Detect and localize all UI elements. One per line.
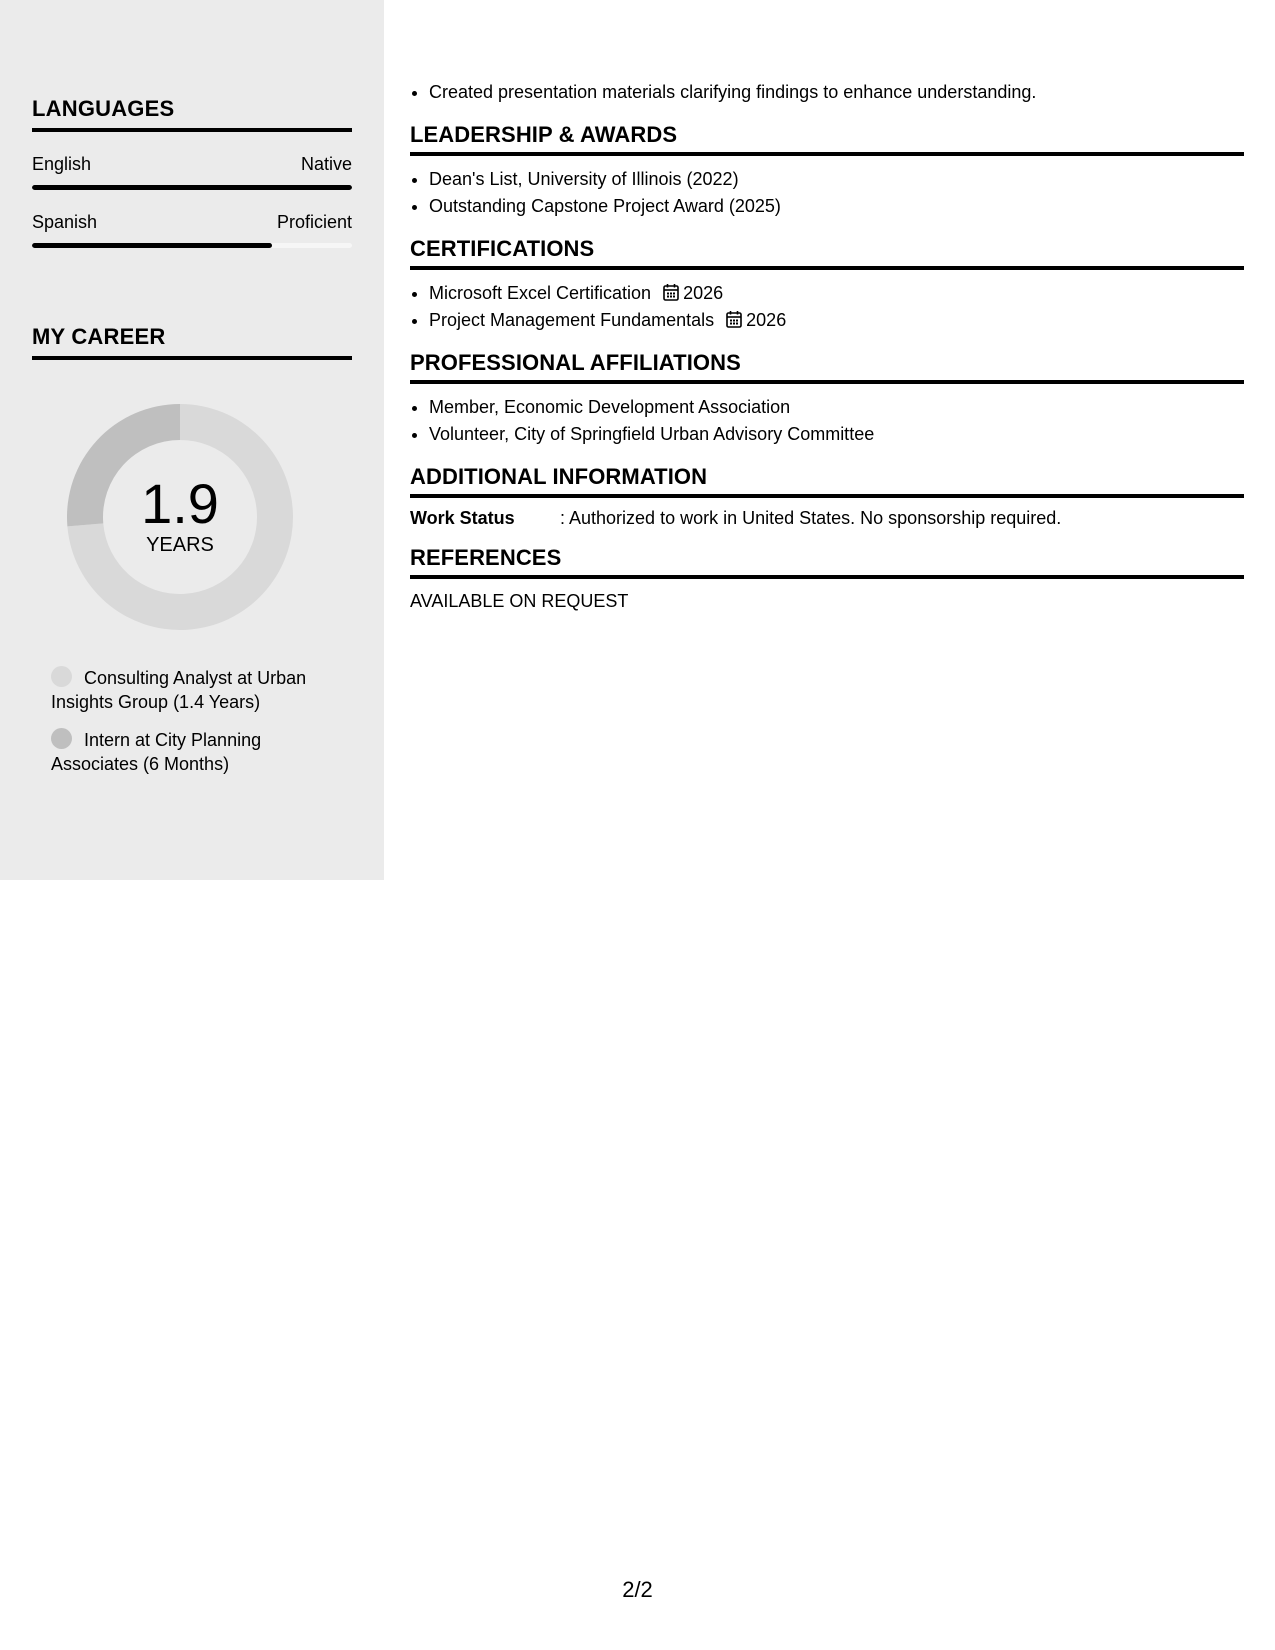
list-item bbox=[429, 307, 1244, 334]
legend-dot bbox=[51, 728, 72, 749]
language-name: Spanish bbox=[32, 212, 98, 232]
calendar-icon bbox=[726, 310, 742, 328]
language-level: Proficient bbox=[276, 212, 352, 232]
donut-center bbox=[67, 472, 293, 557]
list-item: • Created presentation materials clarifying findings to enhance understanding. bbox=[429, 79, 1244, 106]
experience-bullets bbox=[410, 79, 1244, 106]
legend-dot bbox=[51, 666, 72, 687]
list-item: • Dean's List, University of Illinois (2022) bbox=[429, 166, 1244, 193]
calendar-icon bbox=[663, 283, 679, 301]
career-total-value: 1.9 bbox=[141, 472, 219, 535]
languages-heading: LANGUAGES bbox=[32, 96, 352, 132]
list-item bbox=[429, 280, 1244, 307]
sidebar bbox=[0, 0, 384, 880]
language-bar-fill bbox=[32, 185, 352, 190]
leadership-list bbox=[410, 166, 1244, 220]
certifications-list bbox=[410, 280, 1244, 334]
page-number: 2/2 bbox=[622, 1577, 653, 1602]
work-status-label: Work Status bbox=[410, 508, 515, 528]
language-bar-english bbox=[32, 185, 352, 190]
certification-name: Project Management Fundamentals bbox=[429, 310, 715, 330]
references-text: AVAILABLE ON REQUEST bbox=[410, 591, 629, 611]
references-heading: REFERENCES bbox=[410, 545, 1244, 579]
career-total-unit: YEARS bbox=[146, 534, 214, 556]
career-heading: MY CAREER bbox=[32, 324, 352, 360]
language-bar-fill bbox=[32, 243, 272, 248]
list-item: • Member, Economic Development Association bbox=[429, 394, 1244, 421]
certification-year: 2026 bbox=[746, 310, 787, 330]
leadership-heading: LEADERSHIP & AWARDS bbox=[410, 122, 1244, 156]
legend-label: Intern at City Planning Associates (6 Months) bbox=[51, 730, 262, 774]
certification-name: Microsoft Excel Certification bbox=[429, 283, 652, 303]
legend-item bbox=[51, 728, 331, 776]
language-name: English bbox=[32, 154, 92, 174]
legend-label: Consulting Analyst at Urban Insights Group (1.4 Years) bbox=[51, 668, 307, 712]
affiliations-heading: PROFESSIONAL AFFILIATIONS bbox=[410, 350, 1244, 384]
list-item: • Volunteer, City of Springfield Urban Advisory Committee bbox=[429, 421, 1244, 448]
certifications-heading: CERTIFICATIONS bbox=[410, 236, 1244, 270]
language-level: Native bbox=[300, 154, 352, 174]
list-item: • Outstanding Capstone Project Award (2025) bbox=[429, 193, 1244, 220]
career-legend bbox=[51, 666, 331, 776]
affiliations-list bbox=[410, 394, 1244, 448]
additional-info-heading: ADDITIONAL INFORMATION bbox=[410, 464, 1244, 498]
language-bar-spanish bbox=[32, 243, 352, 248]
language-row-english bbox=[32, 154, 352, 175]
career-donut-chart bbox=[67, 404, 293, 630]
main-content bbox=[410, 0, 1244, 612]
legend-item bbox=[51, 666, 331, 714]
certification-year: 2026 bbox=[683, 283, 724, 303]
work-status-row bbox=[410, 508, 1244, 529]
work-status-value: : Authorized to work in United States. No sponsorship required. bbox=[560, 508, 1062, 528]
language-row-spanish bbox=[32, 212, 352, 233]
